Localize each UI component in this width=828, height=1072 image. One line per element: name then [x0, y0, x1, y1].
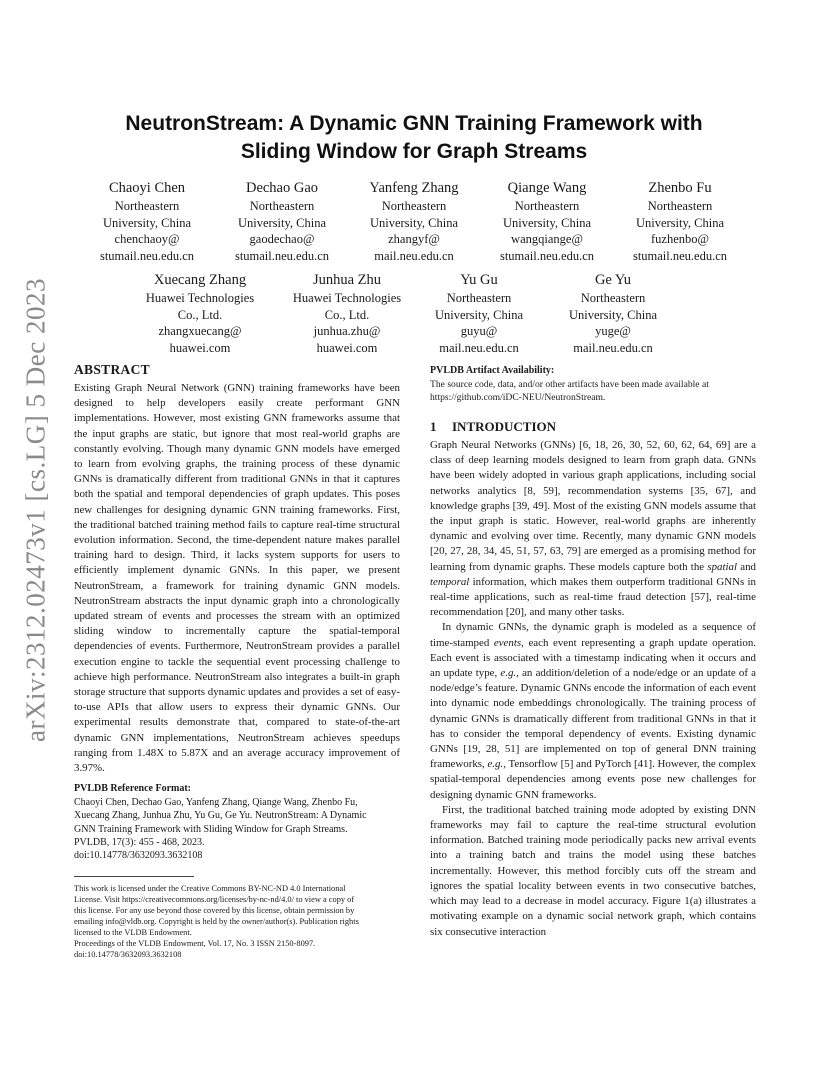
author-email: chenchaoy@ — [114, 232, 180, 246]
author-affiliation: Northeastern — [514, 199, 580, 213]
footnote-divider — [74, 876, 194, 877]
author-name: Dechao Gao — [245, 180, 319, 196]
license-line: License. Visit https://creativecommons.org/licenses/by-nc-nd/4.0/ to view a copy of — [74, 895, 355, 905]
reference-line: GNN Training Framework with Sliding Window for Graph Streams. — [74, 823, 348, 835]
intro-paragraph-2 — [430, 620, 756, 802]
author-name: Yanfeng Zhang — [369, 180, 459, 196]
right-column — [430, 364, 756, 940]
pvldb-reference — [74, 796, 400, 862]
author-email: guyu@ — [460, 324, 498, 338]
author-block — [482, 179, 612, 264]
intro-paragraph-3: First, the traditional batched training mode adopted by existing DNN frameworks may fail to capture the real-time structural evolution information. Batched training mode periodically packs new arrival events into a training batch and trains the model using these batches incrementally. However, this method forcibly cuts off the stream and ignores the spatial locality between events in two consecutive batches, which may lead to a decrease in model accuracy. Figure 1(a) illustrates a motivating example on a dynamic social network graph, which contains six consecutive interaction — [430, 803, 756, 938]
text-run: information, which makes them outperform traditional GNNs in real-time applications, such as real-time fraud detection [57], real-time recommendation [20], and many other tasks. — [430, 575, 756, 619]
author-email: stumail.neu.edu.cn — [234, 248, 330, 263]
license-line: emailing info@vldb.org. Copyright is held by the owner/author(s). Publication rights — [74, 917, 359, 927]
proceedings-line: Proceedings of the VLDB Endowment, Vol. 17, No. 3 ISSN 2150-8097. — [74, 939, 316, 949]
author-email: mail.neu.edu.cn — [573, 340, 653, 355]
author-affiliation: Northeastern — [580, 291, 646, 305]
emphasis: temporal — [430, 575, 470, 588]
author-name: Junhua Zhu — [312, 272, 382, 288]
text-run: Graph Neural Networks (GNNs) [6, 18, 26, 30, 52, 60, 62, 64, 69] are a class of deep learning models designed to learn from graph data. GNNs have been widely adopted in various graph applications, including social networks analytics [8, 59], recommendation systems [35, 67], and knowledge graphs [39, 49]. Most of the existing GNN models assume that the input graph is static. However, real-world graphs are inherently dynamic and evolving over time. Recently, many dynamic GNN models [20, 27, 28, 34, 45, 51, 57, 63, 79] are emerged as a promising method for learning from dynamic graphs. These models capture both the — [430, 439, 756, 573]
author-email: gaodechao@ — [249, 232, 315, 246]
text-run: , Tensorflow [5] and PyTorch [41]. However, the complex spatial-temporal dependencies among events pose new challenges for designing dynamic GNN frameworks. — [430, 758, 756, 801]
author-affiliation: Northeastern — [249, 199, 315, 213]
arxiv-identifier-text: arXiv:2312.02473v1 [cs.LG] 5 Dec 2023 — [20, 278, 51, 742]
reference-line: Xuecang Zhang, Junhua Zhu, Yu Gu, Ge Yu. NeutronStream: A Dynamic — [74, 810, 367, 822]
intro-paragraph-1 — [430, 438, 756, 620]
author-block — [414, 271, 544, 356]
author-block — [217, 179, 347, 264]
author-affiliation: University, China — [434, 307, 524, 322]
author-affiliation: University, China — [635, 215, 725, 230]
author-block — [349, 179, 479, 264]
author-email: yuge@ — [595, 324, 631, 338]
text-run: and — [737, 560, 756, 573]
author-email: mail.neu.edu.cn — [439, 340, 519, 355]
abstract-heading: ABSTRACT — [74, 362, 150, 377]
author-block — [615, 179, 745, 264]
title-line-1: NeutronStream: A Dynamic GNN Training Framework with — [125, 112, 703, 135]
author-name: Ge Yu — [594, 272, 632, 288]
author-affiliation: University, China — [102, 215, 192, 230]
emphasis: events — [493, 636, 522, 649]
section-number: 1 — [430, 419, 437, 434]
text-run: , an addition/deletion of a node/edge or an update of a node/edge’s feature. Dynamic GNNs encode the information of each event into dynamic node embeddings chronologically. The training process of dynamic GNNs is dramatically different from traditional GNNs in that it has to consider the temporal dependency of events. Existing dynamic GNNs [19, 28, 51] are implemented on top of general DNN training frameworks, — [430, 667, 756, 771]
author-affiliation: Northeastern — [647, 199, 713, 213]
author-block — [548, 271, 678, 356]
artifact-heading: PVLDB Artifact Availability: — [430, 365, 555, 376]
author-block — [82, 179, 212, 264]
author-affiliation: Co., Ltd. — [324, 307, 370, 322]
emphasis: spatial — [707, 560, 738, 573]
author-block — [135, 271, 265, 356]
author-affiliation: University, China — [502, 215, 592, 230]
author-email: fuzhenbo@ — [650, 232, 710, 246]
author-email: huawei.com — [169, 340, 231, 355]
author-affiliation: Huawei Technologies — [292, 291, 402, 305]
author-email: stumail.neu.edu.cn — [632, 248, 728, 263]
abstract-text: Existing Graph Neural Network (GNN) training frameworks have been designed to help developers easily create performant GNN implementations. However, most existing GNN frameworks assume that the input graphs are static, but ignore that most real-world graphs are constantly evolving. Though many dynamic GNN models have emerged to learn from evolving graphs, the training process of these dynamic GNNs is dramatically different from traditional GNNs in that it captures both the spatial and temporal dependencies of graph updates. This poses new challenges for designing dynamic GNN training frameworks. First, the traditional batched training method fails to capture real-time structural evolution information. Second, the time-dependent nature makes parallel training hard to design. Third, it lacks system supports for users to efficiently implement dynamic GNNs. In this paper, we present NeutronStream, a framework for training dynamic GNN models. NeutronStream abstracts the input dynamic graph into a chronologically updated stream of events and processes the stream with an optimized sliding window to incrementally capture the spatial-temporal dependencies of events. Furthermore, NeutronStream provides a parallel execution engine to tackle the sequential event processing challenge to achieve high performance. NeutronStream also integrates a built-in graph storage structure that supports dynamic updates and provides a set of easy-to-use APIs that allow users to express their dynamic GNNs. Our experimental results demonstrate that, compared to state-of-the-art dynamic GNN implementations, NeutronStream achieves speedups ranging from 1.48X to 5.87X and an average accuracy improvement of 3.97%. — [74, 382, 400, 775]
license-line: licensed to the VLDB Endowment. — [74, 928, 192, 938]
reference-doi: doi:10.14778/3632093.3632108 — [74, 850, 203, 862]
author-email: huawei.com — [316, 340, 378, 355]
author-name: Yu Gu — [460, 272, 498, 288]
author-affiliation: University, China — [237, 215, 327, 230]
doi-line: doi:10.14778/3632093.3632108 — [74, 950, 182, 960]
author-email: junhua.zhu@ — [313, 324, 381, 338]
arxiv-identifier — [14, 278, 58, 742]
author-name: Zhenbo Fu — [648, 180, 712, 196]
pvldb-reference-heading: PVLDB Reference Format: — [74, 783, 191, 795]
section-title: INTRODUCTION — [452, 419, 557, 434]
author-affiliation: Co., Ltd. — [177, 307, 223, 322]
author-affiliation: Northeastern — [446, 291, 512, 305]
text-run: , each event representing a graph update operation. Each event is associated with a timestamp indicating when it occurs and an update type, — [430, 636, 756, 680]
title-line-2: Sliding Window for Graph Streams — [240, 140, 588, 163]
author-email: wangqiange@ — [511, 232, 583, 246]
reference-line: PVLDB, 17(3): 455 - 468, 2023. — [74, 836, 205, 848]
license-line: This work is licensed under the Creative Commons BY-NC-ND 4.0 International — [74, 884, 346, 894]
author-email: zhangyf@ — [388, 232, 440, 246]
left-column — [74, 361, 400, 960]
license-line: this license. For any use beyond those covered by this license, obtain permission by — [74, 906, 355, 916]
introduction-heading — [430, 418, 756, 436]
author-affiliation: University, China — [568, 307, 658, 322]
author-name: Chaoyi Chen — [108, 180, 186, 196]
reference-line: Chaoyi Chen, Dechao Gao, Yanfeng Zhang, Qiange Wang, Zhenbo Fu, — [74, 797, 358, 809]
author-name: Xuecang Zhang — [153, 272, 247, 288]
author-email: stumail.neu.edu.cn — [99, 248, 195, 263]
author-email: zhangxuecang@ — [158, 324, 242, 338]
author-email: mail.neu.edu.cn — [374, 248, 454, 263]
author-name: Qiange Wang — [507, 180, 587, 196]
text-run: In dynamic GNNs, the dynamic graph is modeled as a sequence of time-stamped — [430, 621, 756, 649]
author-affiliation: University, China — [369, 215, 459, 230]
paper-title — [74, 110, 754, 166]
author-affiliation: Northeastern — [381, 199, 447, 213]
artifact-text: The source code, data, and/or other artifacts have been made available at https://github.com/iDC-NEU/NeutronStream. — [430, 379, 709, 403]
license-note — [74, 883, 400, 960]
author-email: stumail.neu.edu.cn — [499, 248, 595, 263]
author-affiliation: Huawei Technologies — [145, 291, 255, 305]
author-block — [282, 271, 412, 356]
emphasis: e.g. — [487, 758, 504, 771]
emphasis: e.g. — [500, 667, 517, 680]
author-affiliation: Northeastern — [114, 199, 180, 213]
